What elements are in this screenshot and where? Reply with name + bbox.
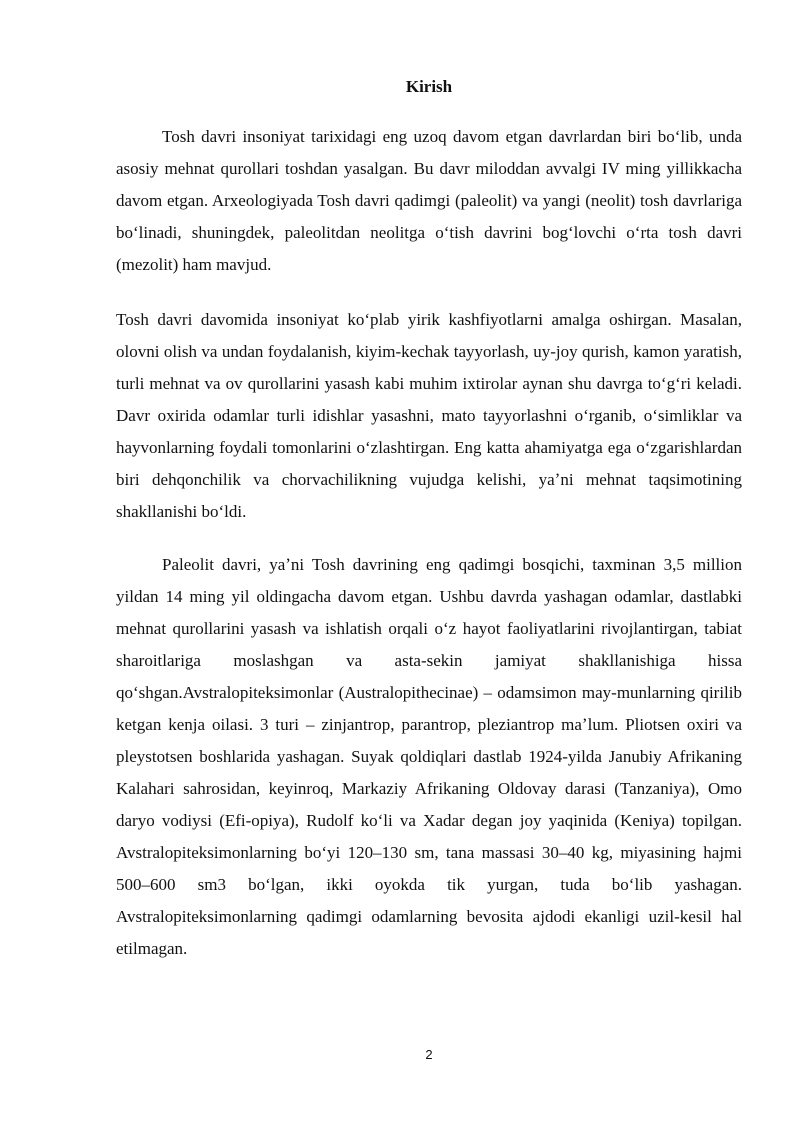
page-title: Kirish [405, 77, 453, 96]
paragraph-paleolithic: Paleolit davri, yaʼni Tosh davrining eng qadimgi bosqichi, taxminan 3,5 million yildan 14 ming yil oldingacha davom etgan. Ushbu davrda yashagan odamlar, dastlabki mehnat qurollarini yasash va ishlatish orqali oʻz hayot faoliyatlarini rivojlantirgan, tabiat sharoitlariga moslashgan va asta-sekin jamiyat shakllanishiga hissa qoʻshgan.Avstralopiteksimonlar (Australopithecinae) – odamsimon may-munlarning qirilib ketgan kenja oilasi. 3 turi – zinjantrop, parantrop, pleziantrop maʼlum. Pliotsen oxiri va pleystotsen boshlarida yashagan. Suyak qoldiqlari dastlab 1924-yilda Janubiy Afrikaning Kalahari sahrosidan, keyinroq, Markaziy Afrikaning Oldovay darasi (Tanzaniya), Omo daryo vodiysi (Efi-opiya), Rudolf koʻli va Xadar degan joy yaqinida (Keniya) topilgan. Avstralopiteksimonlarning boʻyi 120–130 sm, tana massasi 30–40 kg, miyasining hajmi 500–600 sm3 boʻlgan, ikki oyokda tik yurgan, tuda boʻlib yashagan. Avstralopiteksimonlarning qadimgi odamlarning bevosita ajdodi ekanligi uzil-kesil hal etilmagan. [116, 555, 742, 958]
page-number: 2 [425, 1047, 433, 1062]
paragraph-intro: Tosh davri insoniyat tarixidagi eng uzoq davom etgan davrlardan biri boʻlib, unda asosiy mehnat qurollari toshdan yasalgan. Bu davr miloddan avvalgi IV ming yillikkacha davom etgan. Arxeologiyada Tosh davri qadimgi (paleolit) va yangi (neolit) tosh davrlariga boʻlinadi, shuningdek, paleolitdan neolitga oʻtish davrini bogʻlovchi oʻrta tosh davri (mezolit) ham mavjud. [116, 127, 742, 274]
paragraph-discoveries: Tosh davri davomida insoniyat koʻplab yirik kashfiyotlarni amalga oshirgan. Masalan, olovni olish va undan foydalanish, kiyim-kechak tayyorlash, uy-joy qurish, kamon yaratish, turli mehnat va ov qurollarini yasash kabi muhim ixtirolar aynan shu davrga toʻgʻri keladi. Davr oxirida odamlar turli idishlar yasashni, mato tayyorlashni oʻrganib, oʻsimliklar va hayvonlarning foydali tomonlarini oʻzlashtirgan. Eng katta ahamiyatga ega oʻzgarishlardan biri dehqonchilik va chorvachilikning vujudga kelishi, yaʼni mehnat taqsimotining shakllanishi boʻldi. [116, 310, 742, 521]
